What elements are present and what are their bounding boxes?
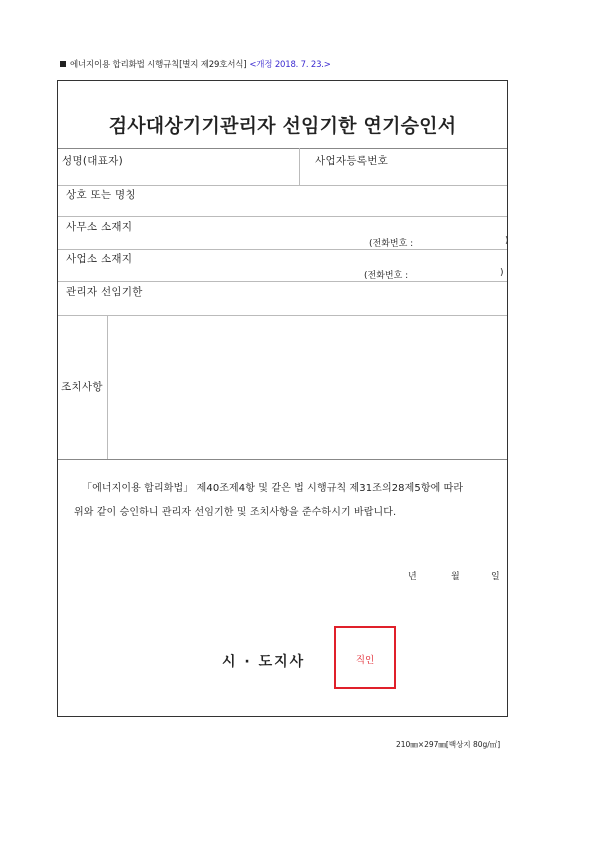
divider	[58, 185, 507, 186]
form-reference-header	[60, 58, 331, 70]
date-day: 일	[491, 572, 500, 582]
official-seal-box	[334, 626, 396, 689]
measures-input-area[interactable]	[108, 315, 507, 459]
company-name-field[interactable]: 상호 또는 명칭	[66, 189, 136, 201]
form-title: 검사대상기기관리자 선임기한 연기승인서	[108, 115, 457, 137]
measures-label: 조치사항	[61, 381, 103, 393]
declaration-line-1: 「에너지이용 합리화법」 제40조제4항 및 같은 법 시행규칙 제31조의28제5항에 따라	[82, 483, 464, 494]
divider	[58, 249, 507, 250]
signer-title: 시 · 도지사	[222, 654, 306, 670]
revision-note: <개정 2018. 7. 23.>	[249, 60, 331, 70]
divider	[299, 148, 300, 185]
declaration-line-2: 위와 같이 승인하니 관리자 선임기한 및 조치사항을 준수하시기 바랍니다.	[74, 507, 397, 518]
law-reference: 에너지이용 합리화법 시행규칙[별지 제29호서식]	[70, 60, 247, 70]
office-phone-field[interactable]	[369, 236, 509, 249]
seal-label: 직인	[355, 655, 375, 666]
date-month: 월	[451, 572, 460, 582]
representative-field[interactable]: 성명(대표자)	[62, 155, 124, 167]
office-phone-label: (전화번호 :	[369, 239, 414, 249]
date-year: 년	[408, 572, 417, 582]
site-phone-field[interactable]	[364, 268, 504, 281]
divider	[58, 281, 507, 282]
paper-spec: 210㎜×297㎜[백상지 80g/㎡]	[396, 740, 501, 749]
approval-form	[57, 80, 508, 717]
office-address-field[interactable]: 사무소 소재지	[66, 221, 133, 233]
square-bullet-icon	[60, 61, 66, 67]
site-address-field[interactable]: 사업소 소재지	[66, 253, 133, 265]
divider	[58, 148, 507, 149]
declaration-text	[74, 477, 495, 525]
office-phone-close: )	[505, 236, 509, 246]
business-reg-no-field[interactable]: 사업자등록번호	[315, 155, 389, 167]
deadline-field[interactable]: 관리자 선임기한	[66, 286, 143, 298]
divider	[58, 216, 507, 217]
site-phone-close: )	[500, 268, 504, 278]
site-phone-label: (전화번호 :	[364, 271, 409, 281]
declaration-section	[58, 459, 507, 716]
